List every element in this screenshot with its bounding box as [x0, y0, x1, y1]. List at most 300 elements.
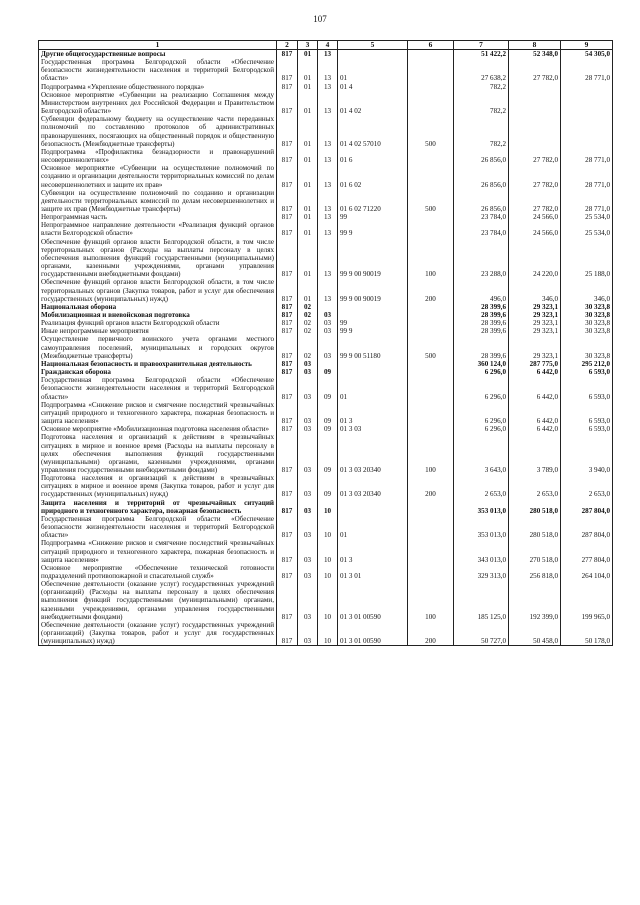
row-name-cell: Субвенции на осуществление полномочий по созданию и организации деятельности территориальных комиссий по делам несовершеннолетних и защите их прав (Межбюджетные трансферты)	[39, 189, 277, 213]
admin-code-cell: 817	[277, 148, 298, 164]
amount-year3-cell: 54 305,0	[561, 50, 613, 59]
amount-year3-cell: 50 178,0	[561, 621, 613, 646]
expense-type-cell	[408, 401, 454, 425]
amount-year1-cell: 23 784,0	[454, 221, 509, 237]
target-article-cell: 01	[338, 515, 408, 539]
amount-year3-cell: 6 593,0	[561, 425, 613, 433]
expense-type-cell	[408, 327, 454, 335]
target-article-cell	[338, 311, 408, 319]
row-name-cell: Обеспечение деятельности (оказание услуг) государственных учреждений (организаций) (Закупка товаров, работ и услуг для государственных (муниципальных) нужд)	[39, 621, 277, 646]
section-code-cell: 01	[298, 278, 318, 302]
expense-type-cell: 500	[408, 335, 454, 359]
target-article-cell	[338, 303, 408, 311]
page-number: 107	[313, 14, 327, 24]
section-code-cell: 01	[298, 50, 318, 59]
subsection-code-cell: 10	[318, 580, 338, 621]
amount-year1-cell: 185 125,0	[454, 580, 509, 621]
row-name-cell: Реализация функций органов власти Белгородской области	[39, 319, 277, 327]
subsection-code-cell: 13	[318, 83, 338, 91]
amount-year3-cell: 199 965,0	[561, 580, 613, 621]
section-code-cell: 01	[298, 58, 318, 82]
target-article-cell: 01 3	[338, 539, 408, 563]
admin-code-cell: 817	[277, 213, 298, 221]
admin-code-cell: 817	[277, 621, 298, 646]
expense-type-cell	[408, 376, 454, 400]
row-name-cell: Субвенции федеральному бюджету на осуществление части переданных полномочий по составлению протоколов об административных правонарушениях, посягающих на общественный порядок и общественную безопасность (Межбюджетные трансферты)	[39, 115, 277, 148]
admin-code-cell: 817	[277, 401, 298, 425]
admin-code-cell: 817	[277, 376, 298, 400]
section-code-cell: 01	[298, 221, 318, 237]
admin-code-cell: 817	[277, 499, 298, 515]
expense-type-cell	[408, 539, 454, 563]
amount-year3-cell: 287 804,0	[561, 515, 613, 539]
row-name-cell: Обеспечение функций органов власти Белгородской области, в том числе территориальных органов (Расходы на выплаты персоналу в целях обеспечения выполнения функций государственными (муниципальными) органами, казенными учреждениями, органами управления государственными внебюджетными фондами)	[39, 238, 277, 279]
amount-year2-cell: 270 518,0	[509, 539, 561, 563]
amount-year2-cell: 29 323,1	[509, 327, 561, 335]
row-name-cell: Обеспечение деятельности (оказание услуг) государственных учреждений (организаций) (Расходы на выплаты персоналу в целях обеспечения выполнения функций государственными (муниципальными) органами, казенными учреждениями, органами управления государственными внебюджетными фондами)	[39, 580, 277, 621]
section-code-cell: 01	[298, 91, 318, 115]
subsection-code-cell: 03	[318, 335, 338, 359]
subsection-code-cell: 09	[318, 401, 338, 425]
amount-year1-cell: 51 422,2	[454, 50, 509, 59]
row-name-cell: Государственная программа Белгородской области «Обеспечение безопасности жизнедеятельности населения и территорий Белгородской области»	[39, 515, 277, 539]
expense-type-cell	[408, 148, 454, 164]
amount-year2-cell: 29 323,1	[509, 319, 561, 327]
admin-code-cell: 817	[277, 433, 298, 474]
amount-year1-cell: 6 296,0	[454, 425, 509, 433]
expense-type-cell: 200	[408, 278, 454, 302]
subsection-code-cell: 13	[318, 189, 338, 213]
amount-year2-cell: 2 653,0	[509, 474, 561, 498]
amount-year2-cell: 6 442,0	[509, 425, 561, 433]
target-article-cell	[338, 499, 408, 515]
table-row	[39, 278, 613, 302]
subsection-code-cell: 09	[318, 425, 338, 433]
section-code-cell: 01	[298, 164, 318, 188]
row-name-cell: Подготовка населения и организаций к действиям в чрезвычайных ситуациях в мирное и военное время (Расходы на выплаты персоналу в целях обеспечения выполнения функций государственными (муниципальными) органами, казенными учреждениями, органами управления государственными внебюджетными фондами)	[39, 433, 277, 474]
amount-year2-cell: 287 775,0	[509, 360, 561, 368]
table-row	[39, 221, 613, 237]
target-article-cell: 01 3 03 20340	[338, 474, 408, 498]
admin-code-cell: 817	[277, 327, 298, 335]
admin-code-cell: 817	[277, 360, 298, 368]
expense-type-cell	[408, 58, 454, 82]
expense-type-cell: 500	[408, 189, 454, 213]
amount-year1-cell: 23 784,0	[454, 213, 509, 221]
expense-type-cell	[408, 213, 454, 221]
amount-year1-cell: 353 013,0	[454, 515, 509, 539]
section-code-cell: 02	[298, 319, 318, 327]
amount-year1-cell: 782,2	[454, 83, 509, 91]
amount-year1-cell: 28 399,6	[454, 311, 509, 319]
subsection-code-cell: 10	[318, 499, 338, 515]
amount-year2-cell: 6 442,0	[509, 368, 561, 376]
table-header-row	[39, 41, 613, 50]
header-cell: 2	[277, 41, 298, 50]
target-article-cell: 01 4 02 57010	[338, 115, 408, 148]
amount-year3-cell: 6 593,0	[561, 376, 613, 400]
amount-year2-cell: 50 458,0	[509, 621, 561, 646]
admin-code-cell: 817	[277, 83, 298, 91]
table-row	[39, 303, 613, 311]
subsection-code-cell: 13	[318, 115, 338, 148]
subsection-code-cell: 10	[318, 539, 338, 563]
expense-type-cell	[408, 164, 454, 188]
amount-year3-cell: 30 323,8	[561, 335, 613, 359]
amount-year1-cell: 782,2	[454, 91, 509, 115]
admin-code-cell: 817	[277, 221, 298, 237]
amount-year2-cell: 256 818,0	[509, 564, 561, 580]
row-name-cell: Государственная программа Белгородской области «Обеспечение безопасности жизнедеятельности населения и территорий Белгородской области»	[39, 376, 277, 400]
subsection-code-cell: 10	[318, 621, 338, 646]
amount-year2-cell: 6 442,0	[509, 376, 561, 400]
expense-type-cell	[408, 83, 454, 91]
row-name-cell: Основное мероприятие «Субвенции на реализацию Соглашения между Министерством внутренних дел Российской Федерации и Правительством Белгородской области»	[39, 91, 277, 115]
row-name-cell: Осуществление первичного воинского учета органами местного самоуправления поселений, муниципальных и городских округов (Межбюджетные трансферты)	[39, 335, 277, 359]
admin-code-cell: 817	[277, 115, 298, 148]
table-row	[39, 401, 613, 425]
expense-type-cell: 500	[408, 115, 454, 148]
section-code-cell: 03	[298, 360, 318, 368]
amount-year3-cell: 25 188,0	[561, 238, 613, 279]
expense-type-cell	[408, 91, 454, 115]
row-name-cell: Подготовка населения и организаций к действиям в чрезвычайных ситуациях в мирное и военное время (Закупка товаров, работ и услуг для государственных (муниципальных) нужд)	[39, 474, 277, 498]
amount-year2-cell: 29 323,1	[509, 335, 561, 359]
amount-year1-cell: 353 013,0	[454, 499, 509, 515]
row-name-cell: Основное мероприятие «Мобилизационная подготовка населения области»	[39, 425, 277, 433]
amount-year1-cell: 6 296,0	[454, 368, 509, 376]
target-article-cell: 01 3 03	[338, 425, 408, 433]
target-article-cell: 01 3 01 00590	[338, 580, 408, 621]
section-code-cell: 03	[298, 368, 318, 376]
row-name-cell: Подпрограмма «Укрепление общественного порядка»	[39, 83, 277, 91]
amount-year1-cell: 28 399,6	[454, 303, 509, 311]
amount-year3-cell: 28 771,0	[561, 164, 613, 188]
amount-year1-cell: 3 643,0	[454, 433, 509, 474]
expense-type-cell	[408, 319, 454, 327]
section-code-cell: 02	[298, 335, 318, 359]
expense-type-cell: 100	[408, 433, 454, 474]
budget-table	[38, 40, 613, 646]
subsection-code-cell: 10	[318, 515, 338, 539]
amount-year3-cell: 3 940,0	[561, 433, 613, 474]
section-code-cell: 03	[298, 621, 318, 646]
amount-year3-cell: 2 653,0	[561, 474, 613, 498]
amount-year3-cell: 346,0	[561, 278, 613, 302]
admin-code-cell: 817	[277, 311, 298, 319]
target-article-cell: 01 3	[338, 401, 408, 425]
amount-year2-cell: 280 518,0	[509, 515, 561, 539]
table-row	[39, 539, 613, 563]
row-name-cell: Непрограммное направление деятельности «Реализация функций органов власти Белгородской области»	[39, 221, 277, 237]
table-row	[39, 376, 613, 400]
amount-year2-cell: 6 442,0	[509, 401, 561, 425]
table-row	[39, 433, 613, 474]
admin-code-cell: 817	[277, 425, 298, 433]
table-row	[39, 58, 613, 82]
header-cell: 8	[509, 41, 561, 50]
subsection-code-cell	[318, 360, 338, 368]
admin-code-cell: 817	[277, 238, 298, 279]
table-row	[39, 360, 613, 368]
expense-type-cell	[408, 303, 454, 311]
table-row	[39, 115, 613, 148]
subsection-code-cell: 09	[318, 376, 338, 400]
target-article-cell: 99	[338, 319, 408, 327]
subsection-code-cell: 13	[318, 164, 338, 188]
row-name-cell: Национальная оборона	[39, 303, 277, 311]
table-row	[39, 213, 613, 221]
header-cell: 6	[408, 41, 454, 50]
admin-code-cell: 817	[277, 189, 298, 213]
amount-year1-cell: 343 013,0	[454, 539, 509, 563]
subsection-code-cell	[318, 303, 338, 311]
table-row	[39, 499, 613, 515]
section-code-cell: 01	[298, 83, 318, 91]
subsection-code-cell: 10	[318, 564, 338, 580]
subsection-code-cell: 13	[318, 91, 338, 115]
amount-year2-cell: 27 782,0	[509, 148, 561, 164]
expense-type-cell	[408, 515, 454, 539]
target-article-cell: 01 3 01	[338, 564, 408, 580]
amount-year2-cell: 24 220,0	[509, 238, 561, 279]
admin-code-cell: 817	[277, 515, 298, 539]
row-name-cell: Непрограммная часть	[39, 213, 277, 221]
subsection-code-cell: 09	[318, 433, 338, 474]
section-code-cell: 02	[298, 311, 318, 319]
target-article-cell: 01	[338, 58, 408, 82]
admin-code-cell: 817	[277, 91, 298, 115]
subsection-code-cell: 09	[318, 474, 338, 498]
amount-year2-cell: 27 782,0	[509, 189, 561, 213]
target-article-cell	[338, 50, 408, 59]
subsection-code-cell: 13	[318, 148, 338, 164]
table-row	[39, 564, 613, 580]
admin-code-cell: 817	[277, 474, 298, 498]
table-row	[39, 580, 613, 621]
amount-year1-cell: 6 296,0	[454, 376, 509, 400]
target-article-cell: 99 9 00 90019	[338, 278, 408, 302]
subsection-code-cell: 13	[318, 213, 338, 221]
amount-year3-cell	[561, 83, 613, 91]
expense-type-cell	[408, 425, 454, 433]
amount-year2-cell: 29 323,1	[509, 311, 561, 319]
amount-year3-cell: 295 212,0	[561, 360, 613, 368]
target-article-cell: 01	[338, 376, 408, 400]
target-article-cell: 99	[338, 213, 408, 221]
table-row	[39, 621, 613, 646]
amount-year3-cell: 6 593,0	[561, 401, 613, 425]
admin-code-cell: 817	[277, 319, 298, 327]
row-name-cell: Национальная безопасность и правоохранительная деятельность	[39, 360, 277, 368]
expense-type-cell	[408, 50, 454, 59]
subsection-code-cell: 13	[318, 58, 338, 82]
admin-code-cell: 817	[277, 303, 298, 311]
expense-type-cell: 100	[408, 580, 454, 621]
row-name-cell: Подпрограмма «Снижение рисков и смягчение последствий чрезвычайных ситуаций природного и техногенного характера, пожарная безопасность и защита населения»	[39, 539, 277, 563]
table-row	[39, 189, 613, 213]
section-code-cell: 03	[298, 564, 318, 580]
target-article-cell	[338, 368, 408, 376]
subsection-code-cell: 09	[318, 368, 338, 376]
row-name-cell: Основное мероприятие «Обеспечение технической готовности подразделений противопожарной и спасательной служб»	[39, 564, 277, 580]
admin-code-cell: 817	[277, 539, 298, 563]
expense-type-cell	[408, 499, 454, 515]
target-article-cell: 01 4 02	[338, 91, 408, 115]
table-row	[39, 238, 613, 279]
table-row	[39, 319, 613, 327]
target-article-cell: 99 9	[338, 221, 408, 237]
expense-type-cell: 200	[408, 474, 454, 498]
header-cell: 1	[39, 41, 277, 50]
admin-code-cell: 817	[277, 580, 298, 621]
target-article-cell: 99 9	[338, 327, 408, 335]
amount-year1-cell: 27 638,2	[454, 58, 509, 82]
subsection-code-cell: 03	[318, 319, 338, 327]
row-name-cell: Другие общегосударственные вопросы	[39, 50, 277, 59]
header-cell: 3	[298, 41, 318, 50]
amount-year3-cell: 30 323,8	[561, 327, 613, 335]
table-row	[39, 164, 613, 188]
admin-code-cell: 817	[277, 564, 298, 580]
amount-year1-cell: 6 296,0	[454, 401, 509, 425]
row-name-cell: Гражданская оборона	[39, 368, 277, 376]
amount-year2-cell: 24 566,0	[509, 213, 561, 221]
row-name-cell: Подпрограмма «Снижение рисков и смягчение последствий чрезвычайных ситуаций природного и техногенного характера, пожарная безопасность и защита населения»	[39, 401, 277, 425]
admin-code-cell: 817	[277, 278, 298, 302]
amount-year1-cell: 782,2	[454, 115, 509, 148]
table-row	[39, 50, 613, 59]
section-code-cell: 01	[298, 189, 318, 213]
subsection-code-cell: 13	[318, 221, 338, 237]
expense-type-cell	[408, 564, 454, 580]
amount-year3-cell: 264 104,0	[561, 564, 613, 580]
header-cell: 5	[338, 41, 408, 50]
amount-year1-cell: 26 856,0	[454, 189, 509, 213]
admin-code-cell: 817	[277, 50, 298, 59]
subsection-code-cell: 13	[318, 50, 338, 59]
section-code-cell: 02	[298, 303, 318, 311]
amount-year3-cell: 25 534,0	[561, 221, 613, 237]
target-article-cell: 99 9 00 90019	[338, 238, 408, 279]
amount-year1-cell: 28 399,6	[454, 319, 509, 327]
section-code-cell: 01	[298, 115, 318, 148]
amount-year2-cell: 280 518,0	[509, 499, 561, 515]
amount-year3-cell: 30 323,8	[561, 319, 613, 327]
amount-year3-cell: 30 323,8	[561, 303, 613, 311]
table-row	[39, 327, 613, 335]
table-row	[39, 148, 613, 164]
target-article-cell	[338, 360, 408, 368]
admin-code-cell: 817	[277, 368, 298, 376]
amount-year1-cell: 28 399,6	[454, 327, 509, 335]
table-row	[39, 474, 613, 498]
admin-code-cell: 817	[277, 335, 298, 359]
amount-year2-cell: 192 399,0	[509, 580, 561, 621]
table-row	[39, 91, 613, 115]
amount-year1-cell: 329 313,0	[454, 564, 509, 580]
target-article-cell: 01 6 02 71220	[338, 189, 408, 213]
expense-type-cell: 100	[408, 238, 454, 279]
row-name-cell: Государственная программа Белгородской области «Обеспечение безопасности жизнедеятельности населения и территорий Белгородской области»	[39, 58, 277, 82]
table-row	[39, 311, 613, 319]
amount-year2-cell: 52 348,0	[509, 50, 561, 59]
table-row	[39, 368, 613, 376]
amount-year1-cell: 28 399,6	[454, 335, 509, 359]
amount-year3-cell: 30 323,8	[561, 311, 613, 319]
expense-type-cell: 200	[408, 621, 454, 646]
admin-code-cell: 817	[277, 58, 298, 82]
section-code-cell: 03	[298, 401, 318, 425]
row-name-cell: Обеспечение функций органов власти Белгородской области, в том числе территориальных органов (Закупка товаров, работ и услуг для обеспечения государственных (муниципальных) нужд)	[39, 278, 277, 302]
section-code-cell: 03	[298, 580, 318, 621]
target-article-cell: 01 4	[338, 83, 408, 91]
section-code-cell: 03	[298, 433, 318, 474]
amount-year2-cell: 24 566,0	[509, 221, 561, 237]
section-code-cell: 03	[298, 515, 318, 539]
target-article-cell: 01 6 02	[338, 164, 408, 188]
table-row	[39, 425, 613, 433]
amount-year3-cell: 287 804,0	[561, 499, 613, 515]
amount-year2-cell	[509, 115, 561, 148]
amount-year1-cell: 23 288,0	[454, 238, 509, 279]
amount-year3-cell: 28 771,0	[561, 58, 613, 82]
amount-year3-cell: 25 534,0	[561, 213, 613, 221]
table-row	[39, 83, 613, 91]
row-name-cell: Мобилизационная и вневойсковая подготовка	[39, 311, 277, 319]
amount-year1-cell: 496,0	[454, 278, 509, 302]
amount-year2-cell: 29 323,1	[509, 303, 561, 311]
subsection-code-cell: 13	[318, 278, 338, 302]
admin-code-cell: 817	[277, 164, 298, 188]
expense-type-cell	[408, 221, 454, 237]
amount-year1-cell: 360 124,0	[454, 360, 509, 368]
section-code-cell: 01	[298, 238, 318, 279]
table-row	[39, 515, 613, 539]
amount-year1-cell: 2 653,0	[454, 474, 509, 498]
row-name-cell: Подпрограмма «Профилактика безнадзорности и правонарушений несовершеннолетних»	[39, 148, 277, 164]
expense-type-cell	[408, 311, 454, 319]
amount-year2-cell	[509, 91, 561, 115]
section-code-cell: 03	[298, 425, 318, 433]
header-cell: 4	[318, 41, 338, 50]
section-code-cell: 02	[298, 327, 318, 335]
amount-year3-cell: 28 771,0	[561, 148, 613, 164]
amount-year3-cell: 277 804,0	[561, 539, 613, 563]
section-code-cell: 03	[298, 376, 318, 400]
table-row	[39, 335, 613, 359]
amount-year3-cell: 28 771,0	[561, 189, 613, 213]
amount-year3-cell	[561, 115, 613, 148]
amount-year2-cell: 3 789,0	[509, 433, 561, 474]
section-code-cell: 01	[298, 213, 318, 221]
target-article-cell: 01 3 01 00590	[338, 621, 408, 646]
amount-year1-cell: 26 856,0	[454, 164, 509, 188]
amount-year3-cell	[561, 91, 613, 115]
expense-type-cell	[408, 360, 454, 368]
header-cell: 7	[454, 41, 509, 50]
amount-year1-cell: 50 727,0	[454, 621, 509, 646]
target-article-cell: 01 3 03 20340	[338, 433, 408, 474]
section-code-cell: 03	[298, 539, 318, 563]
target-article-cell: 01 6	[338, 148, 408, 164]
subsection-code-cell: 13	[318, 238, 338, 279]
section-code-cell: 03	[298, 474, 318, 498]
amount-year2-cell: 27 782,0	[509, 164, 561, 188]
header-cell: 9	[561, 41, 613, 50]
amount-year3-cell: 6 593,0	[561, 368, 613, 376]
row-name-cell: Основное мероприятие «Субвенции на осуществление полномочий по созданию и организации деятельности территориальных комиссий по делам несовершеннолетних и защите их прав»	[39, 164, 277, 188]
